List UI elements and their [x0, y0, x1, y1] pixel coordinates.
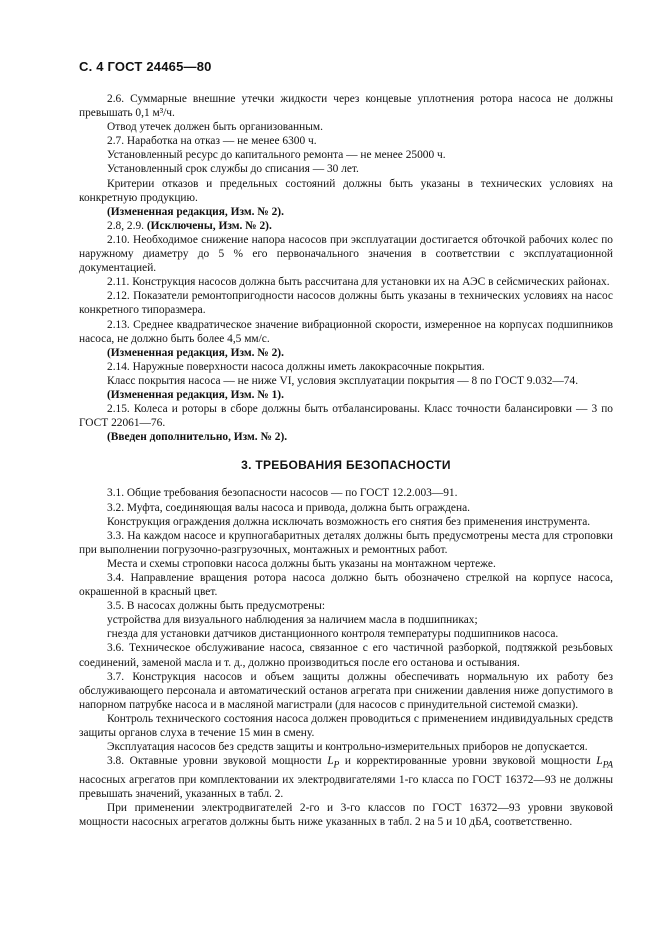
paragraph-2-6: 2.6. Суммарные внешние утечки жидкости через концевые уплотнения ротора насоса не должны превышать 0,1 м³/ч.	[79, 93, 613, 120]
paragraph: Отвод утечек должен быть организованным.	[107, 121, 323, 134]
symbol-l: L	[327, 755, 334, 768]
paragraph: Эксплуатация насосов без средств защиты и контрольно-измерительных приборов не допускается.	[107, 741, 588, 754]
amendment-note: (Измененная редакция, Изм. № 2).	[107, 205, 284, 218]
paragraph-2-15: 2.15. Колеса и роторы в сборе должны быть отбалансированы. Класс точности балансировки — 3 по ГОСТ 22061—76.	[79, 403, 613, 430]
amendment-note: (Введен дополнительно, Изм. № 2).	[107, 431, 288, 444]
paragraph-2-7: 2.7. Наработка на отказ — не менее 6300 ч.	[107, 135, 317, 148]
paragraph: Места и схемы строповки насоса должны быть указаны на монтажном чертеже.	[107, 557, 496, 570]
clause-number: 2.8, 2.9.	[107, 219, 145, 232]
page-header: С. 4 ГОСТ 24465—80	[79, 59, 212, 74]
paragraph-3-3: 3.3. На каждом насосе и крупногабаритных деталях должны быть предусмотрены места для строповки при выполнении погрузочно-разгрузочных, монтажных и ремонтных работ.	[79, 529, 613, 556]
paragraph-2-13: 2.13. Среднее квадратическое значение вибрационной скорости, измеренное на корпусах подшипников насоса, не должно быть более 4,5 мм/с.	[79, 318, 613, 345]
paragraph-3-1: 3.1. Общие требования безопасности насосов — по ГОСТ 12.2.003—91.	[107, 487, 458, 500]
paragraph-3-2: 3.2. Муфта, соединяющая валы насоса и привода, должна быть ограждена.	[107, 501, 470, 514]
paragraph: Контроль технического состояния насоса должен проводиться с применением индивидуальных средств защиты органов слуха в течение 15 мин в смену.	[79, 712, 613, 740]
paragraph: Класс покрытия насоса — не ниже VI, условия эксплуатации покрытия — 8 по ГОСТ 9.032—74.	[107, 374, 579, 387]
paragraph: устройства для визуального наблюдения за наличием масла в подшипниках;	[107, 614, 478, 627]
paragraph-3-4: 3.4. Направление вращения ротора насоса должно быть обозначено стрелкой на корпусе насоса, окрашенной в красный цвет.	[79, 572, 613, 599]
paragraph-2-11: 2.11. Конструкция насосов должна быть рассчитана для установки их на АЭС в сейсмических районах.	[107, 276, 610, 289]
paragraph: гнезда для установки датчиков дистанционного контроля температуры подшипников насоса.	[107, 628, 559, 641]
document-body	[79, 92, 613, 829]
paragraph: Установленный ресурс до капитального ремонта — не менее 25000 ч.	[107, 149, 446, 162]
paragraph: Критерии отказов и предельных состояний должны быть указаны в технических условиях на конкретную продукцию.	[79, 177, 613, 204]
amendment-note: (Исключены, Изм. № 2).	[146, 219, 272, 232]
symbol-l: L	[596, 755, 603, 768]
paragraph-3-6: 3.6. Техническое обслуживание насоса, связанное с его частичной разборкой, подтяжкой резьбовых соединений, заменой масла и т. д., должно производиться после его останова и остывания.	[79, 642, 613, 669]
text-run: и корректированные уровни звуковой мощности	[344, 755, 591, 768]
paragraph-3-8	[79, 754, 613, 801]
unit-suffix: А	[481, 815, 489, 828]
amendment-note: (Измененная редакция, Изм. № 2).	[107, 346, 284, 359]
text-run: насосных агрегатов при комплектовании их электродвигателями 1-го класса по ГОСТ 16372—93 не должны превышать значений, указанных в табл. 2.	[79, 773, 613, 800]
text-run: , соответственно.	[488, 815, 573, 828]
symbol-subscript: PA	[602, 760, 614, 771]
paragraph: Конструкция ограждения должна исключать возможность его снятия без применения инструмента.	[107, 515, 591, 528]
section-heading: 3. ТРЕБОВАНИЯ БЕЗОПАСНОСТИ	[241, 458, 451, 473]
paragraph-3-7: 3.7. Конструкция насосов и объем защиты должны обеспечивать нормальную их работу без обслуживающего персонала и автоматический останов агрегата при снижении давления ниже допустимого в напорном патрубке насоса и в масляной магистрали (для насосов с принудительной системой смазки).	[79, 670, 613, 711]
paragraph-2-10: 2.10. Необходимое снижение напора насосов при эксплуатации достигается обточкой рабочих колес по наружному диаметру до 5 % его первоначального значения в соответствии с эксплуатационной документацией.	[79, 233, 613, 275]
paragraph: Установленный срок службы до списания — 30 лет.	[107, 163, 359, 176]
paragraph-2-8-2-9	[79, 219, 613, 233]
paragraph-2-14: 2.14. Наружные поверхности насоса должны иметь лакокрасочные покрытия.	[107, 360, 485, 373]
paragraph-3-5: 3.5. В насосах должны быть предусмотрены:	[107, 600, 326, 613]
amendment-note: (Измененная редакция, Изм. № 1).	[107, 388, 284, 401]
symbol-subscript: P	[333, 760, 340, 771]
text-run: 3.8. Октавные уровни звуковой мощности	[107, 755, 322, 768]
paragraph	[79, 801, 613, 829]
paragraph-2-12: 2.12. Показатели ремонтопригодности насосов должны быть указаны в технических условиях на насос конкретного типоразмера.	[79, 290, 613, 317]
text-run: При применении электродвигателей 2-го и 3-го классов по ГОСТ 16372—93 уровни звуковой мощности насосных агрегатов должны быть ниже указанных в табл. 2 на 5 и 10 дБ	[79, 801, 613, 828]
